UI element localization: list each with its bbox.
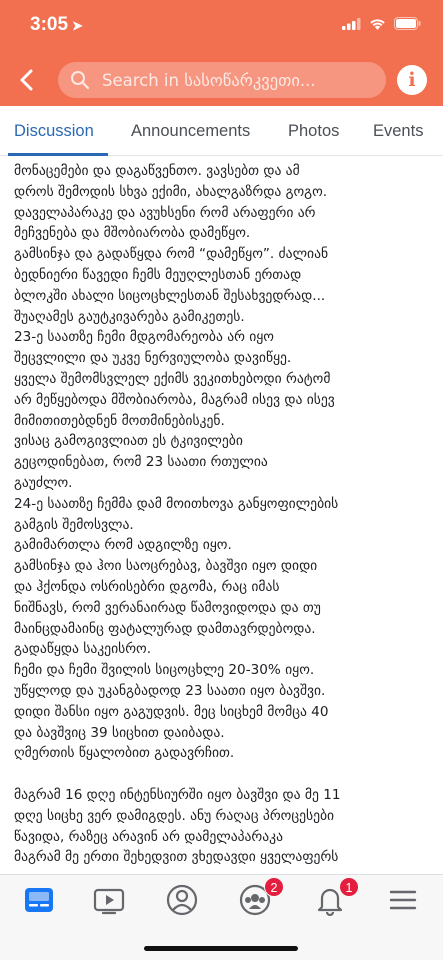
post-body-text	[14, 161, 436, 868]
group-header	[0, 54, 443, 106]
tab-announcements[interactable]: Announcements	[131, 122, 251, 140]
status-bar	[0, 0, 443, 54]
group-search-field[interactable]	[58, 62, 386, 98]
post-line: ჩემი და ჩემი შვილის სიცოცხლე 20-30% იყო.	[14, 662, 315, 679]
group-tabs	[0, 106, 443, 156]
post-line: არ მეწყებოდა მშობიარობა, მაგრამ ისევ და ისევ	[14, 391, 335, 408]
status-icons	[342, 17, 421, 30]
post-line: გამსინჯა და ჰოი საოცრებავ, ბავშვი იყო დიდი	[14, 558, 318, 575]
watch-video-icon	[92, 883, 126, 917]
post-line: გამსინჯა და გადაწყდა რომ “დამეწყო”. ძალიან	[14, 246, 329, 263]
post-line: ბედნიერი წავედი ჩემს მეუღლესთან ერთად	[14, 266, 302, 283]
groups-badge: 2	[264, 877, 284, 897]
post-line: მაგრამ 16 დღე ინტენსიურში იყო ბავშვი და მე 11	[14, 786, 341, 803]
location-arrow-icon: ➤	[72, 18, 83, 33]
post-line: მეჩვენება და მშობიარობა დამეწყო.	[14, 225, 251, 242]
post-line: გამგის შემოსვლა.	[14, 516, 134, 533]
post-line: ღმერთის წყალობით გადავრჩით.	[14, 745, 235, 762]
post-line: მიმითითებდნენ მოთმინებისკენ.	[14, 412, 225, 429]
tab-events[interactable]: Events	[373, 122, 424, 140]
post-line: მონაცემები და დაგაწვენთო. ვავსებთ და ამ	[14, 163, 300, 179]
post-line: მაინცდამაინც ფატალურად დამთავრდებოდა.	[14, 620, 316, 637]
signal-icon	[342, 18, 361, 30]
notifications-tab[interactable]	[313, 883, 353, 919]
back-chevron-icon	[14, 66, 42, 94]
tab-discussion[interactable]: Discussion	[14, 122, 94, 140]
post-line: წავიდა, რაზეც არავინ არ დამელაპარაკა	[14, 828, 283, 845]
wifi-icon	[369, 18, 386, 30]
post-line: ვისაც გამოგივლიათ ეს ტკივილები	[14, 433, 243, 450]
back-button[interactable]	[14, 66, 42, 94]
post-line: ბლოკში ახალი სიცოცხლესთან შესახვედრად...	[14, 287, 326, 304]
menu-tab[interactable]	[386, 883, 426, 919]
post-line: გადაწყდა საკეისრო.	[14, 641, 152, 658]
post-line: და ბავშვიც 39 სიცხით დაიბადა.	[14, 724, 225, 741]
post-line: დიდი შანსი იყო გაგუდვის. მეც სიცხემ მომცა 40	[14, 703, 329, 720]
battery-icon	[394, 17, 421, 30]
post-content[interactable]	[0, 156, 443, 874]
search-icon	[70, 70, 90, 90]
menu-icon	[386, 883, 420, 917]
post-line: ყველა შემომსვლელ ექიმს ვეკითხებოდი რატომ	[14, 370, 331, 387]
post-line: დროს შემოდის სხვა ექიმი, ახალგაზრდა გოგო.	[14, 183, 328, 200]
info-button[interactable]: i	[397, 65, 427, 95]
tab-photos[interactable]: Photos	[288, 122, 340, 140]
news-feed-tab[interactable]	[22, 883, 62, 919]
post-line: შეცვლილი და უკვე ნერვიულობა დავიწყე.	[14, 350, 292, 367]
post-line: 24-ე საათზე ჩემმა დამ მოითხოვა განყოფილების	[14, 495, 339, 512]
status-time: 3:05 ➤	[30, 14, 83, 35]
post-line	[14, 764, 436, 785]
search-placeholder: Search in სასოწარკვეთი...	[102, 70, 316, 90]
post-line: დღე სიცხე ვერ დამიგდეს. ანუ რაღაც პროცესები	[14, 807, 335, 824]
watch-tab[interactable]	[92, 883, 132, 919]
home-indicator[interactable]	[144, 946, 298, 951]
post-line: შუაღამეს გაუტკივარება გამიკეთეს.	[14, 308, 245, 325]
news-feed-icon	[22, 883, 56, 917]
post-line: დაველაპარაკე და ავუხსენი რომ არაფერი არ	[14, 204, 316, 221]
post-line: გამიმართლა რომ ადგილზე იყო.	[14, 537, 232, 554]
profile-icon	[165, 883, 199, 917]
profile-tab[interactable]	[165, 883, 205, 919]
post-line: გაუძლო.	[14, 474, 73, 491]
groups-tab[interactable]	[238, 883, 278, 919]
post-line: ნიშნავს, რომ ვერანაირად წამოვიდოდა და თუ	[14, 599, 321, 616]
post-line: და ჰქონდა ოსრისებრი დგომა, რაც იმას	[14, 578, 280, 595]
post-line: 23-ე საათზე ჩემი მდგომარეობა არ იყო	[14, 329, 274, 346]
post-line: მაგრამ მე ერთი შეხედვით ვხედავდი ყველაფერს	[14, 849, 339, 866]
post-line: გეცოდინებათ, რომ 23 საათი რთულია	[14, 454, 268, 471]
notifications-badge: 1	[339, 877, 359, 897]
post-line: უწყლოდ და უკანგბადოდ 23 საათი იყო ბავშვი.	[14, 682, 326, 699]
